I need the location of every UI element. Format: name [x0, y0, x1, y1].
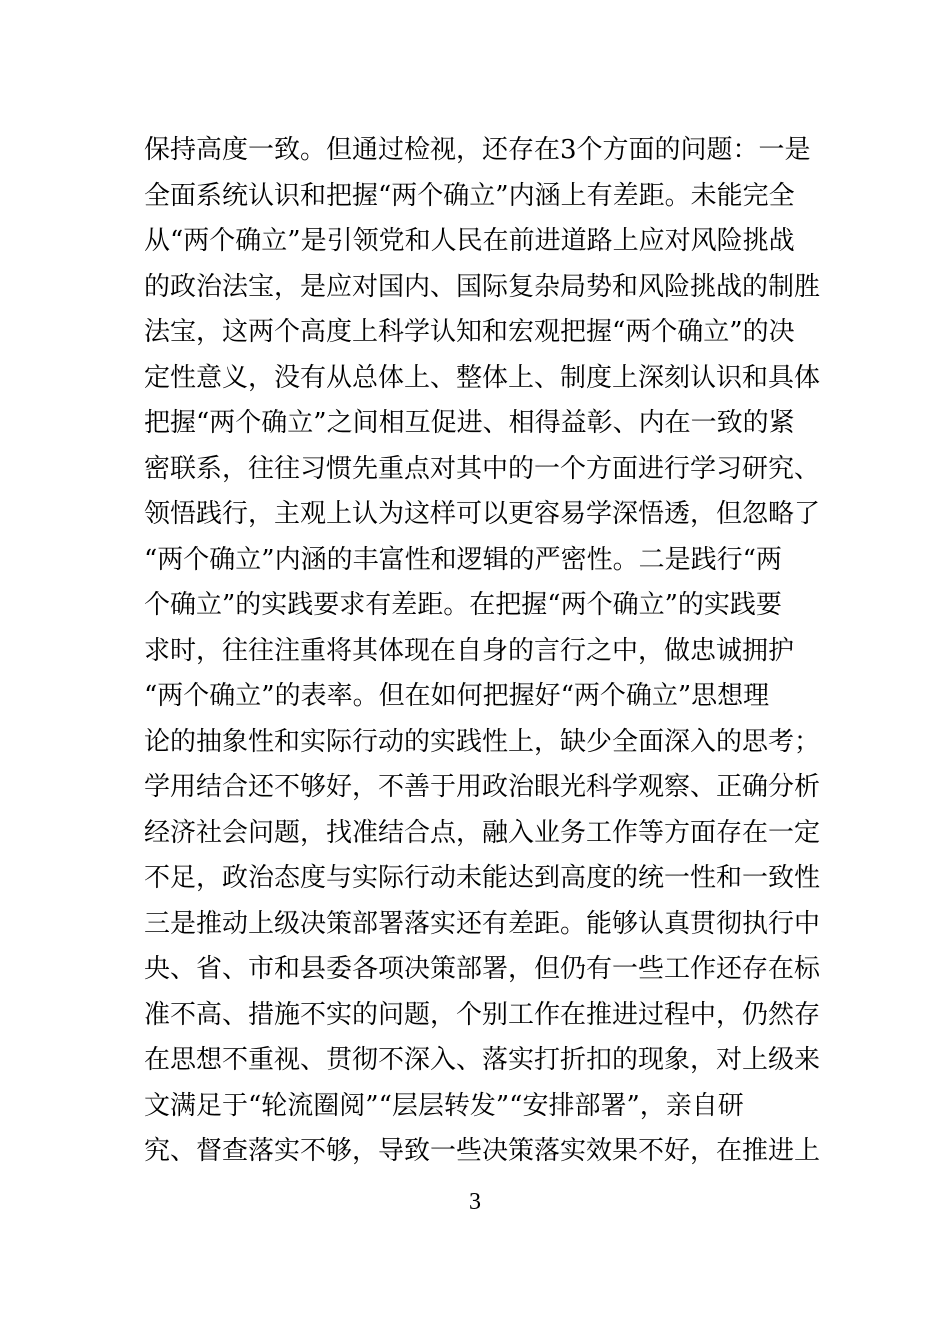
- text-line: 论的抽象性和实际行动的实践性上，缺少全面深入的思考；: [144, 726, 821, 757]
- text-line: 在思想不重视、贯彻不深入、落实打折扣的现象，对上级来: [144, 1045, 821, 1075]
- text-line: 全面系统认识和把握“两个确立”内涵上有差距。未能完全: [144, 180, 795, 211]
- text-line: 从“两个确立”是引领党和人民在前进道路上应对风险挑战: [144, 226, 795, 256]
- text-line: 定性意义，没有从总体上、整体上、制度上深刻认识和具体: [144, 362, 821, 393]
- text-line: 经济社会问题，找准结合点，融入业务工作等方面存在一定: [144, 817, 821, 848]
- text-line: 法宝，这两个高度上科学认知和宏观把握“两个确立”的决: [144, 317, 795, 347]
- body-paragraph: [144, 128, 824, 1175]
- text-line: 个确立”的实践要求有差距。在把握“两个确立”的实践要: [144, 590, 782, 620]
- text-line: 不足，政治态度与实际行动未能达到高度的统一性和一致性: [144, 863, 821, 893]
- text-line: 的政治法宝，是应对国内、国际复杂局势和风险挑战的制胜: [144, 271, 821, 302]
- text-line: 准不高、措施不实的问题，个别工作在推进过程中，仍然存: [144, 999, 821, 1030]
- text-line: “两个确立”的表率。但在如何把握好“两个确立”思想理: [144, 681, 770, 711]
- text-line: 学用结合还不够好，不善于用政治眼光科学观察、正确分析: [144, 772, 821, 802]
- page-number: 3: [469, 1189, 481, 1215]
- text-line: 求时，往往注重将其体现在自身的言行之中，做忠诚拥护: [144, 635, 795, 666]
- text-line: 保持高度一致。但通过检视，还存在3个方面的问题：一是: [144, 135, 811, 165]
- text-line: 究、督查落实不够，导致一些决策落实效果不好，在推进上: [144, 1136, 821, 1166]
- text-line: 文满足于“轮流圈阅”“层层转发”“安排部署”，亲自研: [144, 1090, 744, 1121]
- text-line: 领悟践行，主观上认为这样可以更容易学深悟透，但忽略了: [144, 499, 821, 529]
- text-line: 央、省、市和县委各项决策部署，但仍有一些工作还存在标: [144, 954, 821, 984]
- text-line: “两个确立”内涵的丰富性和逻辑的严密性。二是践行“两: [144, 544, 782, 575]
- text-line: 密联系，往往习惯先重点对其中的一个方面进行学习研究、: [144, 453, 821, 484]
- text-line: 三是推动上级决策部署落实还有差距。能够认真贯彻执行中: [144, 908, 821, 939]
- text-line: 把握“两个确立”之间相互促进、相得益彰、内在一致的紧: [144, 408, 795, 438]
